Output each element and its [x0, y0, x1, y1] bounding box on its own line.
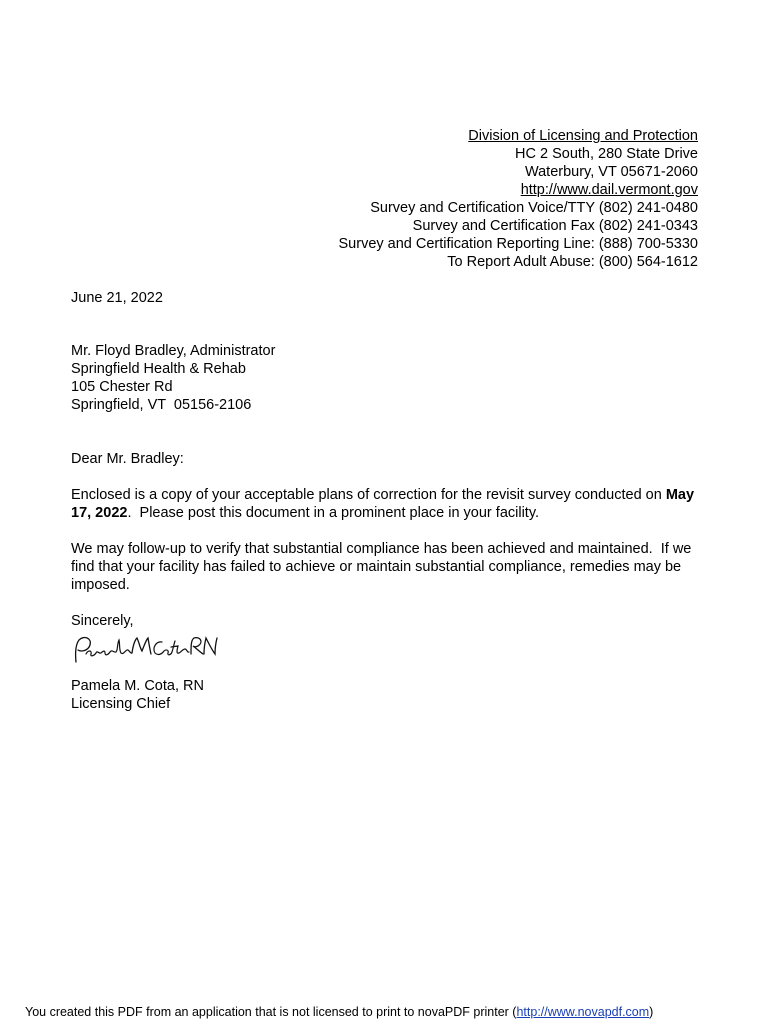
footer-novapdf-link[interactable]: http://www.novapdf.com [516, 1005, 650, 1019]
footer-text-end: ) [649, 1005, 654, 1019]
recipient-address [71, 342, 275, 414]
header-city-line: Waterbury, VT 05671-2060 [524, 164, 698, 180]
recipient-name: Mr. Floyd Bradley, Administrator [71, 343, 276, 359]
recipient-city: Springfield, VT 05156-2106 [71, 397, 252, 413]
header-reporting-line: Survey and Certification Reporting Line: (888) 700-5330 [338, 236, 698, 252]
letterhead [339, 127, 699, 271]
header-website-link[interactable]: http://www.dail.vermont.gov [520, 182, 698, 198]
handwritten-signature [70, 632, 220, 674]
recipient-street: 105 Chester Rd [71, 379, 173, 395]
header-division-name: Division of Licensing and Protection [468, 128, 698, 144]
body-paragraph-2: We may follow-up to verify that substantial compliance has been achieved and maintained. If we find that your facility has failed to achieve or maintain substantial compliance, remedies may be imposed. [71, 541, 696, 593]
header-abuse-line: To Report Adult Abuse: (800) 564-1612 [447, 254, 698, 270]
footer-text: You created this PDF from an application that is not licensed to print to novaPDF printer ( [25, 1005, 517, 1019]
signer-title: Licensing Chief [71, 696, 171, 712]
recipient-organization: Springfield Health & Rehab [71, 361, 246, 377]
pdf-watermark-footer [25, 1004, 653, 1020]
body-paragraph-1 [71, 486, 701, 522]
closing: Sincerely, [71, 613, 134, 629]
survey-date-bold: May 17, 2022 [71, 487, 695, 521]
para1-text-start: Enclosed is a copy of your acceptable plans of correction for the revisit survey conducted on [71, 487, 666, 503]
letter-date: June 21, 2022 [71, 290, 163, 306]
salutation: Dear Mr. Bradley: [71, 451, 184, 467]
header-fax: Survey and Certification Fax (802) 241-0343 [412, 218, 698, 234]
signer-name: Pamela M. Cota, RN [71, 678, 204, 694]
para1-text-end: . Please post this document in a prominent place in your facility. [127, 505, 540, 521]
header-address-line: HC 2 South, 280 State Drive [515, 146, 698, 162]
signer-block [71, 677, 204, 713]
header-voice-phone: Survey and Certification Voice/TTY (802) 241-0480 [370, 200, 698, 216]
